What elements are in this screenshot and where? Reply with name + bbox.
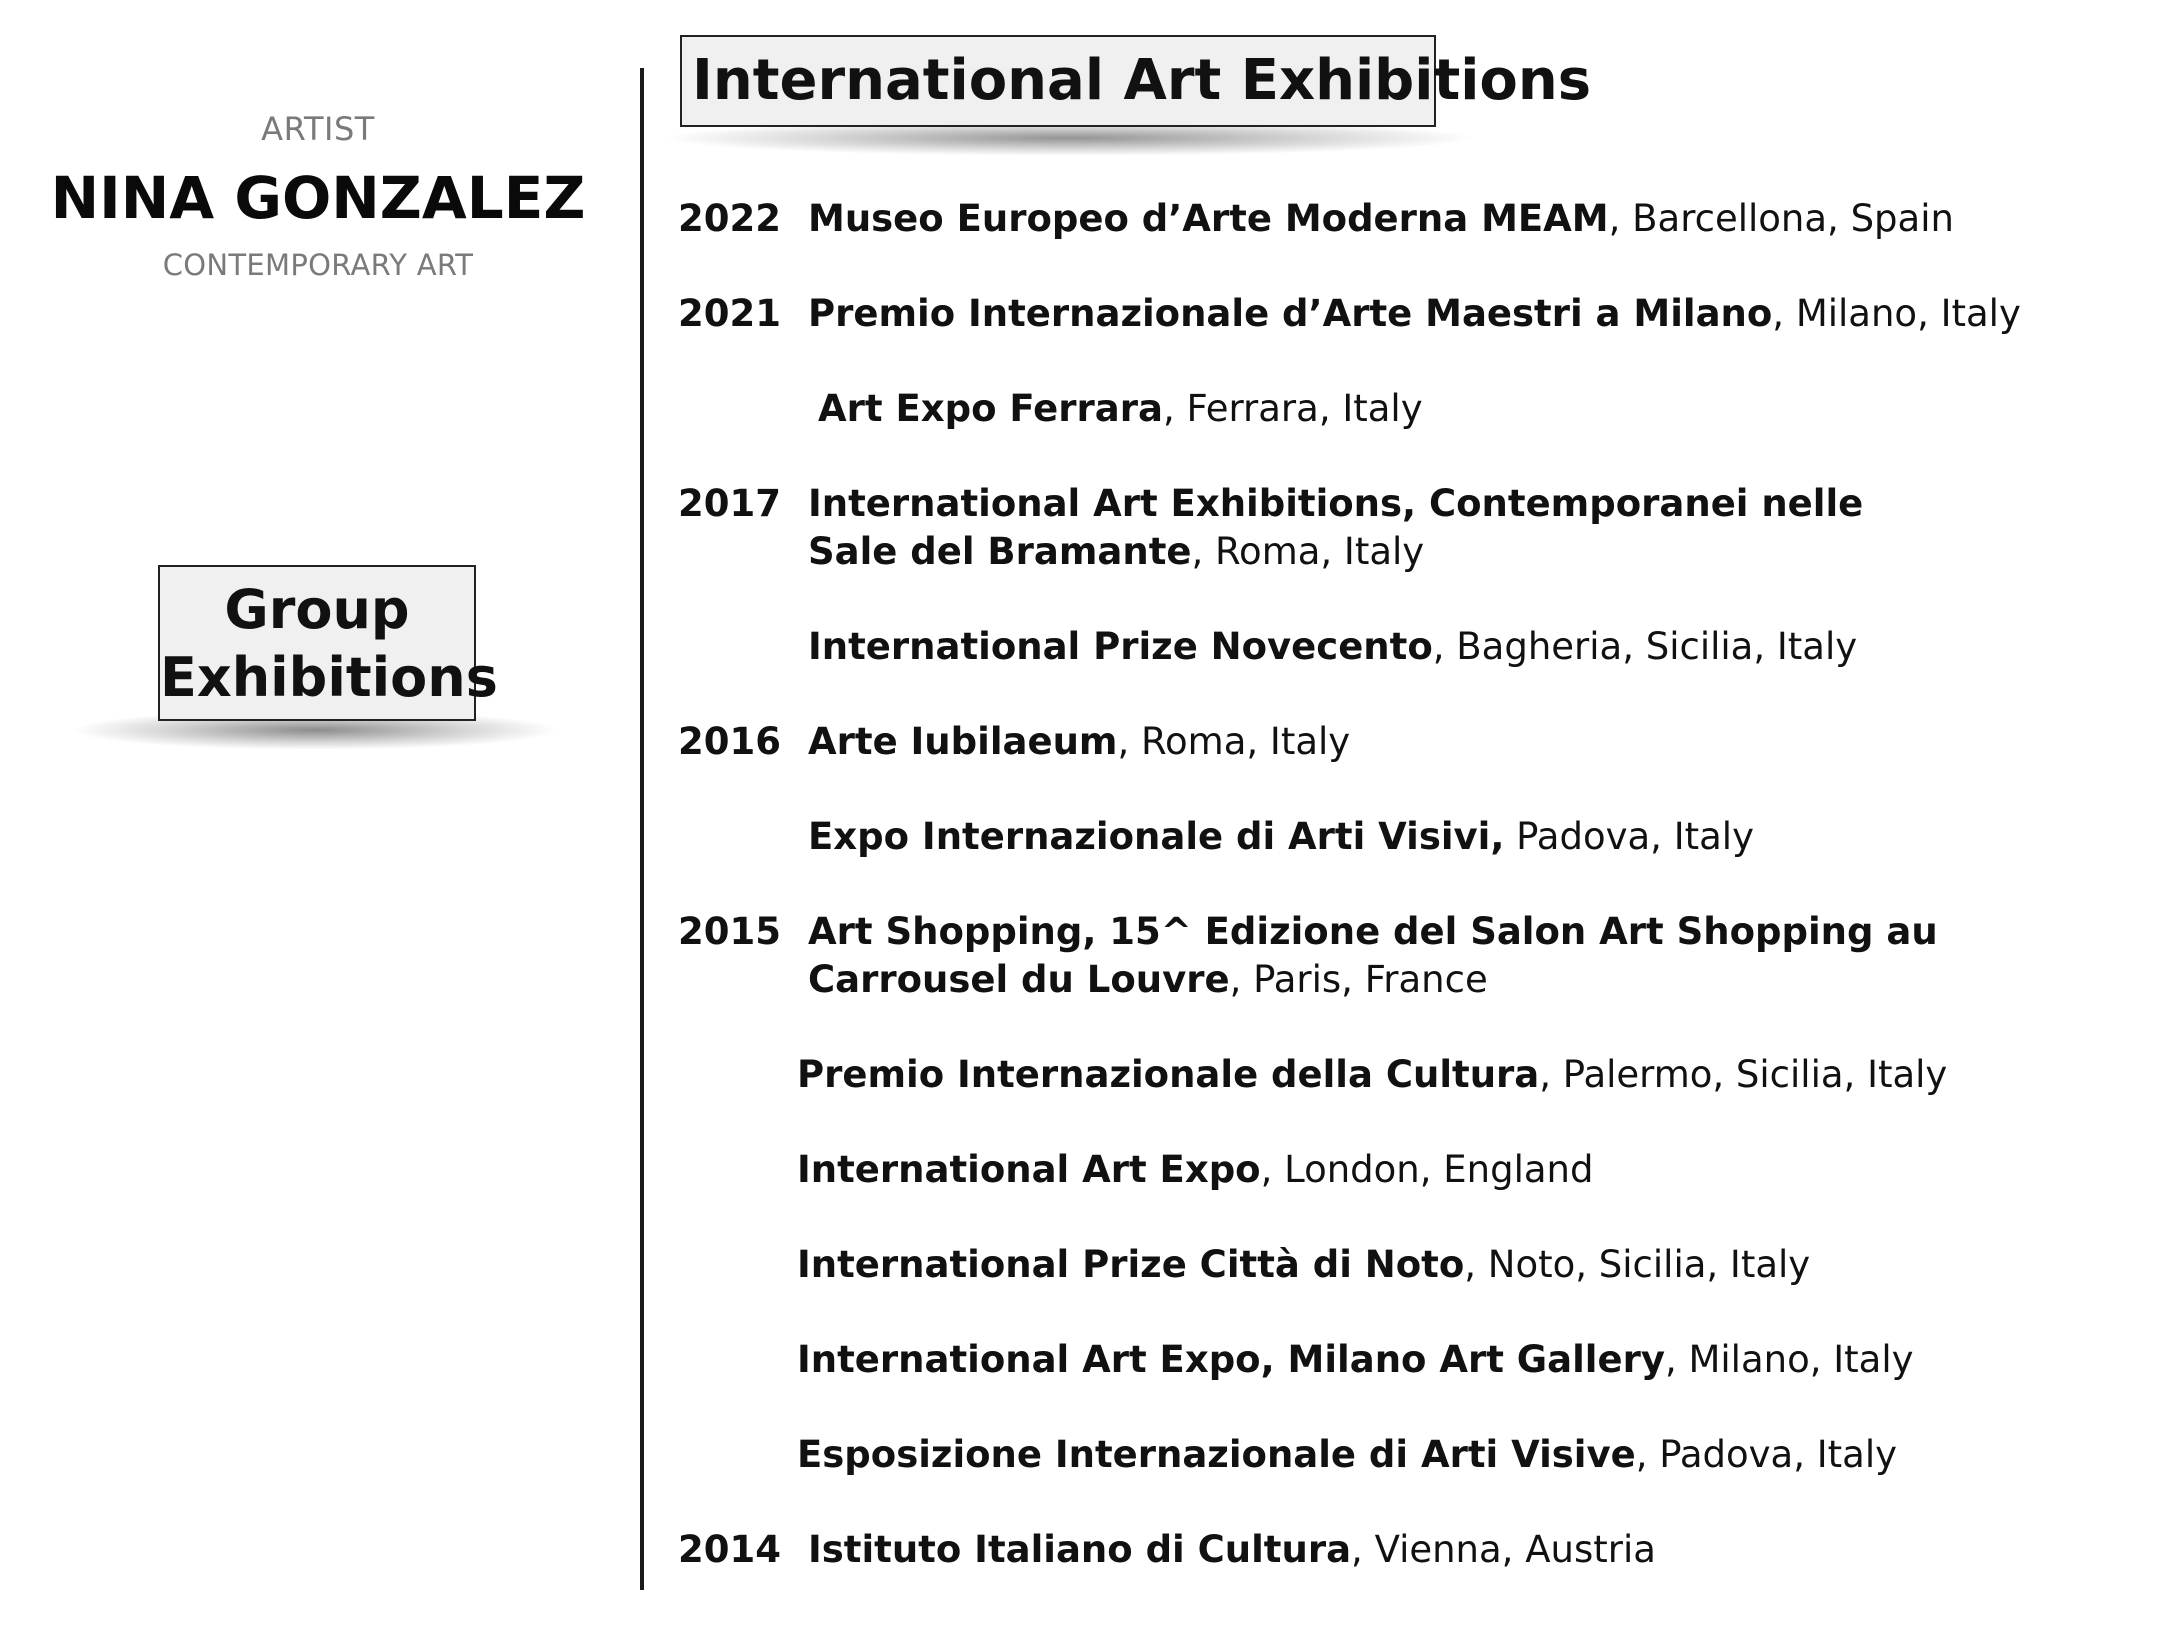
exhibition-location: , Palermo, Sicilia, Italy xyxy=(1539,1053,1948,1096)
exhibition-name: Premio Internazionale della Cultura xyxy=(797,1053,1540,1096)
artist-label: ARTIST xyxy=(261,110,375,148)
exhibition-name: Istituto Italiano di Cultura xyxy=(808,1528,1352,1571)
exhibition-name: Art Shopping, 15^ Edizione del Salon Art Shopping au xyxy=(808,910,1938,953)
section-heading-box xyxy=(158,565,498,721)
exhibition-entry xyxy=(808,813,1754,861)
exhibition-name: International Art Exhibitions, Contemporanei nelle xyxy=(808,482,1864,525)
exhibition-location: , Noto, Sicilia, Italy xyxy=(1464,1243,1811,1286)
exhibition-entry-continued xyxy=(808,956,1488,1004)
exhibition-location: , Milano, Italy xyxy=(1772,292,2021,335)
exhibition-name: International Art Expo, Milano Art Gallery xyxy=(797,1338,1665,1381)
entry-year: 2022 xyxy=(678,197,781,240)
entry-year: 2016 xyxy=(678,720,781,763)
exhibition-entry xyxy=(797,1241,1810,1289)
section-heading-line2: Exhibitions xyxy=(160,646,498,709)
exhibition-location: Padova, Italy xyxy=(1504,815,1754,858)
entry-year: 2017 xyxy=(678,482,781,525)
exhibition-location: , London, England xyxy=(1260,1148,1594,1191)
exhibition-location: , Milano, Italy xyxy=(1664,1338,1914,1381)
vertical-divider xyxy=(640,68,644,1590)
exhibition-entry xyxy=(808,480,1863,528)
exhibition-location: , Vienna, Austria xyxy=(1351,1528,1656,1571)
exhibition-name: Sale del Bramante xyxy=(808,530,1192,573)
exhibition-location: , Ferrara, Italy xyxy=(1162,387,1423,430)
exhibition-location: , Paris, France xyxy=(1229,958,1488,1001)
exhibition-name: Carrousel du Louvre xyxy=(808,958,1230,1001)
exhibition-entry xyxy=(808,195,1954,243)
exhibition-location: , Roma, Italy xyxy=(1191,530,1425,573)
page-title: International Art Exhibitions xyxy=(680,35,1436,127)
exhibition-name: Esposizione Internazionale di Arti Visive xyxy=(797,1433,1636,1476)
exhibition-entry xyxy=(797,1431,1897,1479)
exhibition-name: International Prize Città di Noto xyxy=(797,1243,1465,1286)
exhibition-name: Art Expo Ferrara xyxy=(818,387,1163,430)
exhibition-name: Arte Iubilaeum xyxy=(808,720,1118,763)
exhibition-location: , Bagheria, Sicilia, Italy xyxy=(1432,625,1858,668)
exhibition-entry-continued xyxy=(808,528,1424,576)
exhibition-name: Premio Internazionale d’Arte Maestri a Milano xyxy=(808,292,1773,335)
entry-year: 2014 xyxy=(678,1528,781,1571)
exhibition-location: , Roma, Italy xyxy=(1117,720,1351,763)
exhibition-entry xyxy=(808,718,1350,766)
artist-subtitle: CONTEMPORARY ART xyxy=(162,248,474,282)
exhibition-name: International Art Expo xyxy=(797,1148,1261,1191)
exhibition-entry xyxy=(808,1526,1656,1574)
exhibition-entry xyxy=(797,1336,1914,1384)
exhibition-entry xyxy=(797,1051,1947,1099)
exhibition-location: , Padova, Italy xyxy=(1635,1433,1898,1476)
exhibition-entry xyxy=(808,908,1938,956)
exhibition-entry xyxy=(797,1146,1593,1194)
exhibition-entry xyxy=(808,623,1857,671)
section-heading-line1: Group xyxy=(224,578,410,641)
exhibition-entry xyxy=(818,385,1423,433)
entry-year: 2021 xyxy=(678,292,781,335)
exhibition-entry xyxy=(808,290,2021,338)
exhibition-name: Expo Internazionale di Arti Visivi, xyxy=(808,815,1505,858)
exhibition-name: International Prize Novecento xyxy=(808,625,1433,668)
entry-year: 2015 xyxy=(678,910,781,953)
exhibition-location: , Barcellona, Spain xyxy=(1608,197,1954,240)
artist-name: NINA GONZALEZ xyxy=(50,164,586,232)
exhibition-name: Museo Europeo d’Arte Moderna MEAM xyxy=(808,197,1609,240)
